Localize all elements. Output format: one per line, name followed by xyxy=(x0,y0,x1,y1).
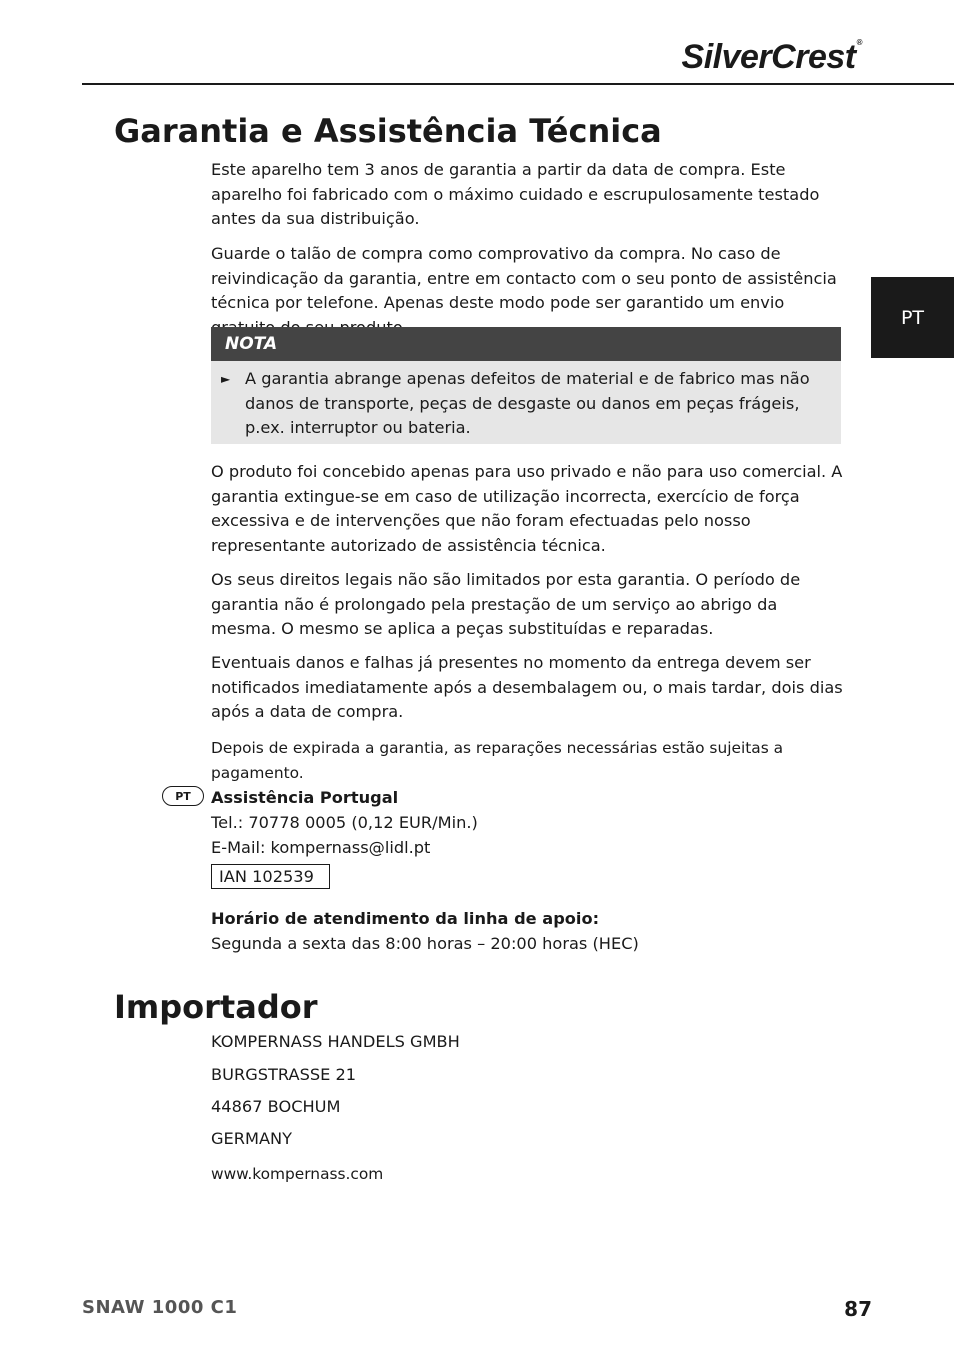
language-tab: PT xyxy=(871,277,954,358)
warranty-paragraph-3-text: O produto foi concebido apenas para uso privado e não para uso comercial. A garantia extingue-se em caso de utilização incorrecta, exercício de força excessiva e de intervenções que não foram efectuadas pelo nosso representante autorizado de assistência técnica. xyxy=(211,462,843,555)
importer-heading: Importador xyxy=(114,988,318,1026)
hours-title: Horário de atendimento da linha de apoio: xyxy=(211,909,600,928)
service-email: E-Mail: kompernass@lidl.pt xyxy=(211,838,431,857)
importer-street: BURGSTRASSE 21 xyxy=(211,1065,357,1084)
importer-company: KOMPERNASS HANDELS GMBH xyxy=(211,1032,460,1051)
page-number: 87 xyxy=(844,1297,872,1321)
note-box xyxy=(211,327,841,444)
service-title: Assistência Portugal xyxy=(211,788,399,807)
importer-website: www.kompernass.com xyxy=(211,1165,384,1183)
warranty-paragraph-6-text: Depois de expirada a garantia, as reparações necessárias estão sujeitas a pagamento. xyxy=(211,739,784,782)
service-hours xyxy=(211,906,639,956)
service-phone: Tel.: 70778 0005 (0,12 EUR/Min.) xyxy=(211,813,478,832)
warranty-paragraph-3 xyxy=(211,460,843,558)
importer-city: 44867 BOCHUM xyxy=(211,1097,341,1116)
warranty-paragraph-4-text: Os seus direitos legais não são limitados por esta garantia. O período de garantia não é prolongado pela prestação de um serviço ao abrigo da mesma. O mesmo se aplica a peças substituídas e reparadas. xyxy=(211,570,801,638)
footer-model: SNAW 1000 C1 xyxy=(82,1297,238,1318)
note-body xyxy=(211,361,841,444)
warranty-paragraph-2 xyxy=(211,242,843,340)
ian-box: IAN 102539 xyxy=(211,864,330,889)
brand-logo-text: SilverCrest xyxy=(681,38,856,76)
registered-mark: ® xyxy=(856,38,862,47)
warranty-paragraph-5 xyxy=(211,651,843,725)
warranty-paragraph-5-text: Eventuais danos e falhas já presentes no momento da entrega devem ser notificados imediatamente após a desembalagem ou, o mais tardar, dois dias após a data de compra. xyxy=(211,653,843,721)
country-badge: PT xyxy=(162,786,204,806)
warranty-heading: Garantia e Assistência Técnica xyxy=(114,112,662,150)
header-rule xyxy=(82,83,954,85)
hours-text: Segunda a sexta das 8:00 horas – 20:00 horas (HEC) xyxy=(211,934,639,953)
importer-country: GERMANY xyxy=(211,1129,293,1148)
warranty-paragraph-4 xyxy=(211,568,843,642)
service-contact xyxy=(211,785,478,860)
bullet-arrow-icon: ► xyxy=(221,372,231,386)
brand-logo xyxy=(682,38,862,77)
note-title: NOTA xyxy=(211,327,841,361)
warranty-paragraph-1-text: Este aparelho tem 3 anos de garantia a partir da data de compra. Este aparelho foi fabricado com o máximo cuidado e escrupulosamente testado antes da sua distribuição. xyxy=(211,160,820,228)
warranty-paragraph-6 xyxy=(211,736,843,785)
note-text: A garantia abrange apenas defeitos de material e de fabrico mas não danos de transporte, peças de desgaste ou danos em peças frágeis, p.ex. interruptor ou bateria. xyxy=(245,369,810,437)
warranty-paragraph-1 xyxy=(211,158,843,232)
warranty-paragraph-2-text: Guarde o talão de compra como comprovativo da compra. No caso de reivindicação da garantia, entre em contacto com o seu ponto de assistência técnica por telefone. Apenas deste modo pode ser garantido um envio xyxy=(211,244,837,312)
